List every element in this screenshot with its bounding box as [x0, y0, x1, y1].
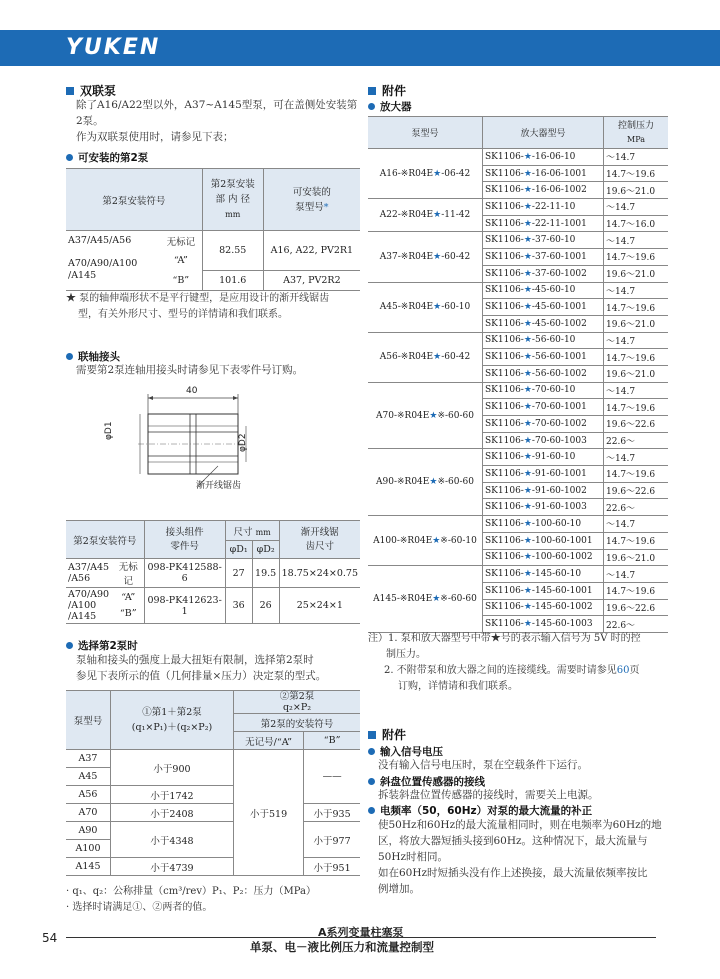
circle-bullet-icon [66, 353, 73, 360]
table-header: 泵型号 [66, 691, 111, 750]
subsection-sensor-wiring: 斜盘位置传感器的接线 [368, 774, 485, 789]
table-cell: A70/A90/A100 /A145 [68, 258, 138, 282]
table-header: φD₁ [225, 541, 252, 559]
pump-model-cell: A90-※R04E★※-60-60 [376, 477, 474, 488]
amplifier-model-cell: SK1106-★-145-60-1003 [483, 616, 604, 633]
table-cell: 18.75×24×0.75 [279, 559, 360, 588]
amplifier-notes: 注）1. 泵和放大器型号中带★号的表示输入信号为 5V 时的控 制压力。 2. 不附带泵和放大器之间的连接缆线。需要时请参见60页 订购，详情请和我们联系。 [368, 633, 641, 692]
dimension-label: φD1 [104, 421, 114, 440]
paragraph: 除了A16/A22型以外，A37~A145型泵，可在盖侧处安装第 2泵。 作为双联泵使用时，请参见下表； [76, 99, 358, 143]
amplifier-model-cell: SK1106-★-100-60-1001 [483, 532, 604, 549]
amplifier-model-cell: SK1106-★-16-06-10 [483, 149, 604, 166]
table-header: “B” [304, 732, 360, 750]
installable-pump-table [66, 168, 360, 291]
table-cell: 小于519 [234, 750, 304, 876]
table-cell: 小于951 [304, 858, 360, 876]
table-cell: “B” [172, 274, 190, 286]
circle-bullet-icon [368, 807, 375, 814]
amplifier-model-cell: SK1106-★-91-60-10 [483, 449, 604, 466]
amplifier-model-cell: SK1106-★-22-11-1001 [483, 215, 604, 232]
pressure-cell: ～14.7 [604, 382, 669, 399]
amplifier-model-cell: SK1106-★-56-60-1002 [483, 365, 604, 382]
yuken-logo: YUKEN [66, 35, 161, 60]
amplifier-model-cell: SK1106-★-70-60-1001 [483, 399, 604, 416]
pressure-cell: 14.7～19.6 [604, 582, 669, 599]
table-cell: A16, A22, PV2R1 [263, 231, 360, 271]
table-row [368, 149, 668, 166]
table-cell: A37/A45 /A56 [68, 562, 110, 584]
section-title-accessory-2: 附件 [368, 726, 406, 743]
footer-subtitle: 单泵、电－液比例压力和流量控制型 [250, 940, 434, 954]
pressure-cell: ～14.7 [604, 566, 669, 583]
amplifier-model-cell: SK1106-★-37-60-10 [483, 232, 604, 249]
table-cell: 小于2408 [111, 804, 234, 822]
table-row [368, 516, 668, 533]
spline-label: 渐开线锯齿 [196, 481, 242, 491]
pressure-cell: 14.7～19.6 [604, 349, 669, 366]
table-cell: 小于977 [304, 822, 360, 858]
table-cell: 098-PK412588-6 [144, 559, 225, 588]
circle-bullet-icon [66, 642, 73, 649]
table-header: 无记号/“A” [234, 732, 304, 750]
table-cell: 36 [225, 588, 252, 624]
pressure-cell: ～14.7 [604, 199, 669, 216]
table-cell: 小于900 [111, 750, 234, 786]
table-cell: A100 [66, 840, 111, 858]
table-cell: A37/A45/A56 [68, 235, 132, 247]
subsection-title-select-pump: 选择第2泵时 [66, 638, 138, 653]
paragraph: 没有输入信号电压时，泵在空载条件下运行。 [378, 759, 588, 771]
pressure-cell: 19.6～22.6 [604, 482, 669, 499]
amplifier-model-cell: SK1106-★-91-60-1003 [483, 499, 604, 516]
amplifier-model-cell: SK1106-★-56-60-10 [483, 332, 604, 349]
table-cell: 098-PK412623-1 [144, 588, 225, 624]
amplifier-model-cell: SK1106-★-45-60-10 [483, 282, 604, 299]
table-header: φD₂ [252, 541, 279, 559]
table-row [368, 382, 668, 399]
amplifier-model-cell: SK1106-★-91-60-1001 [483, 466, 604, 483]
amplifier-model-cell: SK1106-★-70-60-1002 [483, 416, 604, 433]
square-bullet-icon [368, 87, 376, 95]
pressure-cell: 19.6～21.0 [604, 365, 669, 382]
table-header: 控制压力 MPa [604, 117, 669, 149]
pump-model-cell: A37-※R04E★-60-42 [379, 251, 471, 262]
table-header: ①第1＋第2泵 (q₁×P₁)＋(q₂×P₂) [111, 691, 234, 750]
amplifier-model-cell: SK1106-★-70-60-1003 [483, 432, 604, 449]
table-header: 放大器型号 [483, 117, 604, 149]
amplifier-model-cell: SK1106-★-37-60-1001 [483, 249, 604, 266]
table-header: 第2泵安装符号 [66, 169, 202, 231]
amplifier-model-cell: SK1106-★-145-60-10 [483, 566, 604, 583]
table-cell: A37 [78, 753, 98, 764]
pressure-cell: 22.6～ [604, 616, 669, 633]
pressure-cell: 19.6～21.0 [604, 315, 669, 332]
section-title-accessory: 附件 [368, 82, 406, 99]
pressure-cell: 14.7～19.6 [604, 466, 669, 483]
table-cell: 小于1742 [111, 786, 234, 804]
subsection-title-coupling: 联轴接头 [66, 349, 120, 364]
paragraph: 泵轴和接头的强度上最大扭矩有限制，选择第2泵时 参见下表所示的值（几何排量×压力）决定泵的型式。 [76, 654, 327, 682]
pressure-cell: 19.6～22.6 [604, 416, 669, 433]
table-header: 尺寸 mm [225, 521, 279, 541]
table-cell: 小于4739 [111, 858, 234, 876]
section-title-double-pump: 双联泵 [66, 82, 116, 99]
pressure-cell: 19.6～21.0 [604, 549, 669, 566]
table-header: 泵型号 [368, 117, 483, 149]
amplifier-table [368, 116, 668, 633]
table-row [368, 566, 668, 583]
table-cell: 小于4348 [111, 822, 234, 858]
amplifier-model-cell: SK1106-★-91-60-1002 [483, 482, 604, 499]
pressure-cell: 19.6～21.0 [604, 265, 669, 282]
pressure-cell: 19.6～21.0 [604, 182, 669, 199]
table-cell: 25×24×1 [279, 588, 360, 624]
subsection-title-amplifier: 放大器 [368, 99, 412, 114]
pressure-cell: 14.7～19.6 [604, 532, 669, 549]
page-link[interactable]: 60 [616, 665, 630, 676]
pressure-cell: ～14.7 [604, 449, 669, 466]
circle-bullet-icon [368, 778, 375, 785]
torque-table [66, 690, 360, 876]
coupling-table [66, 520, 360, 624]
pump-model-cell: A16-※R04E★-06-42 [379, 168, 471, 179]
table-header: 第2泵的安装符号 [234, 714, 361, 732]
paragraph: 使50Hz和60Hz的最大流量相同时，则在电频率为60Hz的地 区，将放大器短插头接到60Hz。这种情况下，最大流量与 50Hz时相同。 如在60Hz时短插头没有作上述换接，最大流量依频率按比 例增加。 [378, 819, 662, 895]
table-cell: A45 [66, 768, 111, 786]
pressure-cell: ～14.7 [604, 282, 669, 299]
pump-model-cell: A56-※R04E★-60-42 [379, 352, 471, 363]
table-row [368, 232, 668, 249]
pressure-cell: ～14.7 [604, 332, 669, 349]
amplifier-model-cell: SK1106-★-56-60-1001 [483, 349, 604, 366]
pressure-cell: ～14.7 [604, 232, 669, 249]
table-cell: A90 [78, 825, 98, 836]
table-header: 可安装的 泵型号* [263, 169, 360, 231]
amplifier-model-cell: SK1106-★-100-60-10 [483, 516, 604, 533]
subsection-frequency: 电频率（50，60Hz）对泵的最大流量的补正 [368, 803, 592, 818]
dimension-label: φD2 [238, 433, 248, 452]
page-number: 54 [42, 931, 58, 945]
table-cell: A70/A90 /A100 /A145 [68, 589, 110, 622]
pressure-cell: 14.7～19.6 [604, 165, 669, 182]
pressure-cell: 14.7～19.6 [604, 399, 669, 416]
pressure-cell: 14.7～19.6 [604, 249, 669, 266]
table-note: ★ 泵的轴伸端形状不是平行键型，是应用设计的渐开线锯齿 型，有关外形尺寸、型号的详情请和我们联系。 [66, 293, 330, 320]
amplifier-model-cell: SK1106-★-45-60-1002 [483, 315, 604, 332]
amplifier-model-cell: SK1106-★-100-60-1002 [483, 549, 604, 566]
pressure-cell: 14.7～19.6 [604, 299, 669, 316]
pump-model-cell: A145-※R04E★※-60-60 [373, 594, 477, 605]
pump-model-cell: A45-※R04E★-60-10 [379, 302, 471, 313]
table-header: ②第2泵 q₂×P₂ [234, 691, 361, 714]
square-bullet-icon [66, 87, 74, 95]
table-cell: 26 [252, 588, 279, 624]
table-header: 渐开线锯 齿尺寸 [279, 521, 360, 559]
paragraph: 拆装斜盘位置传感器的接线时，需要关上电源。 [378, 789, 599, 801]
table-cell: A56 [78, 789, 98, 800]
square-bullet-icon [368, 731, 376, 739]
table-cell: 27 [225, 559, 252, 588]
pressure-cell: ～14.7 [604, 149, 669, 166]
paragraph: 需要第2泵连轴用接头时请参见下表零件号订购。 [76, 364, 304, 376]
amplifier-model-cell: SK1106-★-16-06-1001 [483, 165, 604, 182]
amplifier-model-cell: SK1106-★-145-60-1002 [483, 599, 604, 616]
table-row [368, 332, 668, 349]
table-row [368, 449, 668, 466]
table-header: 第2泵安装符号 [66, 521, 144, 559]
table-cell: A70 [78, 807, 98, 818]
table-cell: 无标记 [118, 562, 138, 587]
amplifier-model-cell: SK1106-★-70-60-10 [483, 382, 604, 399]
amplifier-model-cell: SK1106-★-22-11-10 [483, 199, 604, 216]
table-header: 接头组件 零件号 [144, 521, 225, 559]
subsection-input-signal: 输入信号电压 [368, 744, 443, 759]
amplifier-model-cell: SK1106-★-145-60-1001 [483, 582, 604, 599]
dimension-label: 40 [186, 386, 198, 396]
subsection-title-installable-pump: 可安装的第2泵 [66, 150, 148, 165]
circle-bullet-icon [368, 748, 375, 755]
table-cell: 19.5 [252, 559, 279, 588]
table-header: 第2泵安装 部 内 径 mm [202, 169, 263, 231]
table-cell: 82.55 [202, 231, 263, 271]
table-cell: 小于935 [304, 804, 360, 822]
table-cell: —— [304, 750, 360, 804]
footer-series: A系列变量柱塞泵 [318, 926, 404, 939]
circle-bullet-icon [66, 154, 73, 161]
pressure-cell: 14.7～16.0 [604, 215, 669, 232]
amplifier-model-cell: SK1106-★-37-60-1002 [483, 265, 604, 282]
pressure-cell: ～14.7 [604, 516, 669, 533]
table-cell: A37, PV2R2 [263, 271, 360, 291]
table-row [368, 282, 668, 299]
pump-model-cell: A22-※R04E★-11-42 [379, 210, 471, 221]
table-note: · q₁、q₂：公称排量（cm³/rev）P₁、P₂：压力（MPa） · 选择时请满足①、②两者的值。 [66, 886, 316, 913]
table-cell: 无标记 [166, 236, 196, 248]
table-row [368, 199, 668, 216]
pressure-cell: 22.6～ [604, 432, 669, 449]
pressure-cell: 22.6～ [604, 499, 669, 516]
pump-model-cell: A70-※R04E★※-60-60 [376, 410, 474, 421]
table-cell: “A” [173, 255, 188, 266]
circle-bullet-icon [368, 103, 375, 110]
pump-model-cell: A100-※R04E★※-60-10 [373, 535, 477, 546]
amplifier-model-cell: SK1106-★-16-06-1002 [483, 182, 604, 199]
table-cell: 101.6 [202, 271, 263, 291]
amplifier-model-cell: SK1106-★-45-60-1001 [483, 299, 604, 316]
pressure-cell: 19.6～22.6 [604, 599, 669, 616]
table-cell: A145 [75, 861, 101, 872]
table-cell: “A” “B” [119, 591, 137, 619]
